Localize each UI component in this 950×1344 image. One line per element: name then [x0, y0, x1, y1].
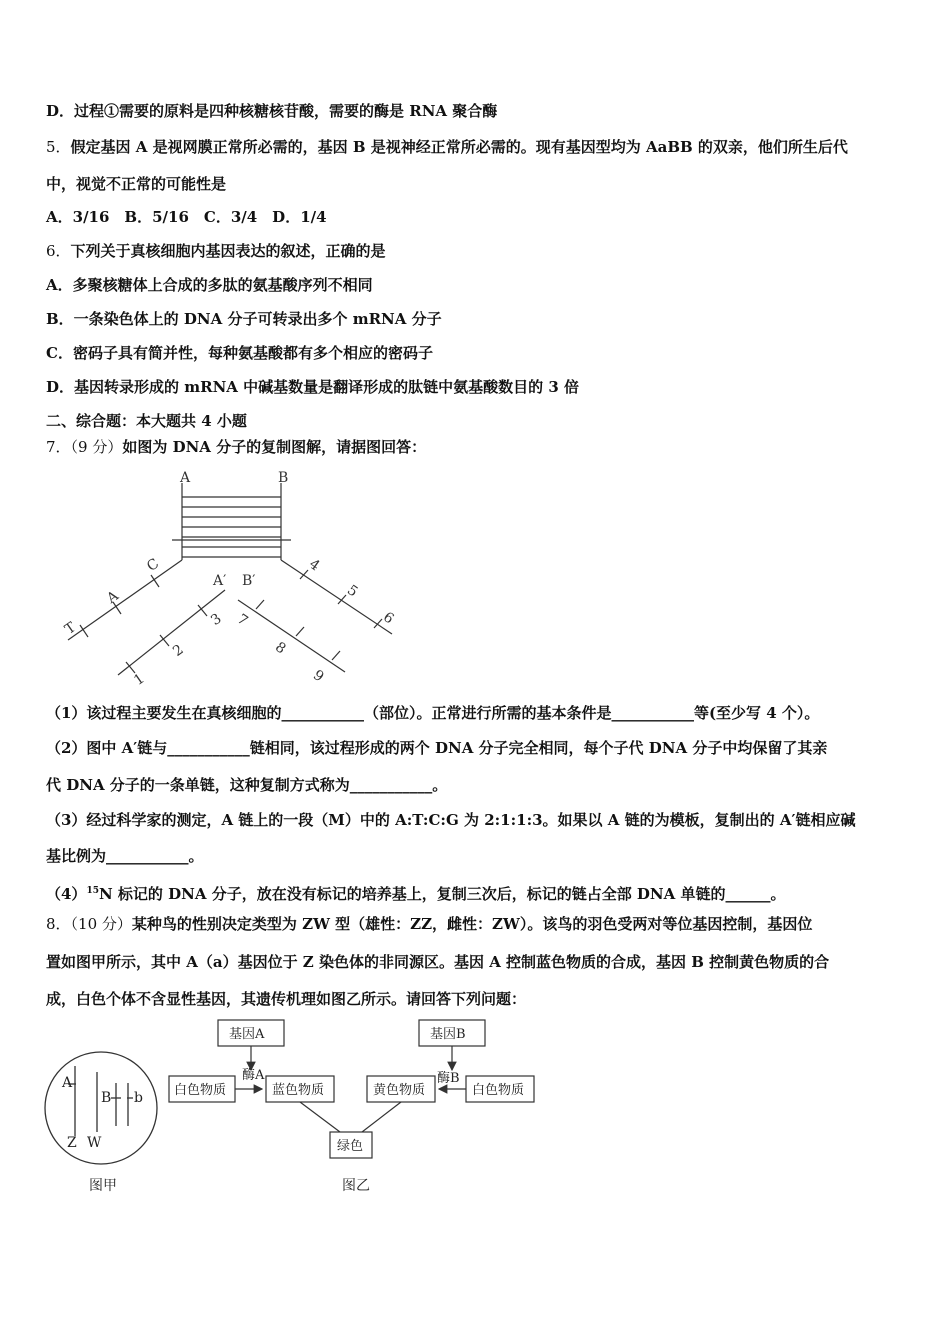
gene-b-box-text: 基因B	[430, 1027, 466, 1042]
label-strand-b: B	[278, 470, 289, 486]
figure-jia-cell	[45, 1052, 157, 1194]
chr-w-label: W	[87, 1135, 102, 1151]
enzyme-a-label: 酶A	[242, 1068, 265, 1083]
tick-label-4: 4	[306, 556, 323, 575]
chr-z-label: Z	[67, 1135, 77, 1151]
label-strand-a-prime: A′	[213, 573, 227, 589]
tick-label-6: 6	[380, 609, 397, 628]
tick-label-3: 3	[208, 610, 225, 629]
gene-b-upper-label: B	[101, 1090, 112, 1106]
q7-part-2-line-1: （2）图中 A′链与___________链相同，该过程形成的两个 DNA 分子完全相同，每个子代 DNA 分子中均保留了其亲	[46, 739, 828, 757]
q7-part-3-line-2: 基比例为___________。	[46, 847, 204, 865]
section-2-heading: 二、综合题：本大题共 4 小题	[46, 412, 247, 430]
tick-label-t: T	[62, 619, 79, 638]
tick-label-2: 2	[170, 641, 187, 660]
q4-option-d: D．过程①需要的原料是四种核糖核苷酸，需要的酶是 RNA 聚合酶	[46, 102, 498, 120]
white-substance-left-text: 白色物质	[174, 1083, 227, 1098]
tick-label-a: A	[104, 587, 122, 607]
q5-number: 5．	[46, 138, 71, 156]
green-text: 绿色	[337, 1139, 364, 1154]
tick-label-1: 1	[131, 670, 148, 689]
figure-jia-caption: 图甲	[89, 1178, 117, 1194]
white-substance-right-text: 白色物质	[472, 1083, 525, 1098]
q7-part-4-text: N 标记的 DNA 分子，放在没有标记的培养基上，复制三次后，标记的链占全部 DNA 单链的______。	[98, 885, 786, 903]
label-strand-b-prime: B′	[242, 573, 256, 589]
gene-b-lower-label: b	[134, 1090, 143, 1106]
tick-label-5: 5	[344, 582, 361, 601]
q8-stem: 某种鸟的性别决定类型为 ZW 型（雄性：ZZ，雌性：ZW）。该鸟的羽色受两对等位基因控制，基因位	[131, 915, 813, 933]
tick-label-9: 9	[310, 667, 327, 686]
q5-line-2: 中，视觉不正常的可能性是	[46, 175, 227, 193]
isotope-superscript: 15	[86, 886, 99, 896]
q7-part-3-line-1: （3）经过科学家的测定，A 链上的一段（M）中的 A:T:C:G 为 2:1:1:3。如果以 A 链的为模板，复制出的 A′链相应碱	[46, 811, 856, 829]
gene-a-box-text: 基因A	[229, 1027, 265, 1042]
q7-number: 7．（9 分）	[46, 438, 123, 456]
yellow-substance-text: 黄色物质	[373, 1083, 426, 1098]
figure-yi-caption: 图乙	[342, 1178, 370, 1194]
tick-label-8: 8	[272, 639, 289, 658]
gene-a-label: A	[62, 1075, 73, 1091]
q6-stem: 下列关于真核细胞内基因表达的叙述，正确的是	[70, 242, 386, 260]
q6-option-b: B．一条染色体上的 DNA 分子可转录出多个 mRNA 分子	[46, 310, 442, 328]
q7-part-1: （1）该过程主要发生在真核细胞的___________（部位）。正常进行所需的基本条件是___________等(至少写 4 个）。	[46, 704, 820, 722]
enzyme-b-label: 酶B	[437, 1071, 460, 1086]
q7-stem: 如图为 DNA 分子的复制图解，请据图回答：	[122, 438, 427, 456]
q6-option-d: D．基因转录形成的 mRNA 中碱基数量是翻译形成的肽链中氨基酸数目的 3 倍	[46, 378, 580, 396]
q8-line-3: 成，白色个体不含显性基因，其遗传机理如图乙所示。请回答下列问题：	[46, 990, 527, 1008]
q7-part-4-prefix: （4）	[46, 885, 87, 903]
q6-number: 6．	[46, 242, 71, 260]
q5-options: A．3/16 B．5/16 C．3/4 D．1/4	[46, 208, 327, 226]
q5-stem: 假定基因 A 是视网膜正常所必需的，基因 B 是视神经正常所必需的。现有基因型均为 AaBB 的双亲，他们所生后代	[70, 138, 848, 156]
q7-part-2-line-2: 代 DNA 分子的一条单链，这种复制方式称为___________。	[46, 776, 448, 794]
q6-option-c: C．密码子具有简并性，每种氨基酸都有多个相应的密码子	[46, 344, 433, 362]
tick-label-c: C	[144, 555, 163, 575]
q8-line-2: 置如图甲所示，其中 A（a）基因位于 Z 染色体的非同源区。基因 A 控制蓝色物质的合成，基因 B 控制黄色物质的合	[46, 953, 830, 971]
q6-option-a: A．多聚核糖体上合成的多肽的氨基酸序列不相同	[46, 276, 373, 294]
q8-number: 8．（10 分）	[46, 915, 132, 933]
tick-label-7: 7	[234, 611, 251, 630]
blue-substance-text: 蓝色物质	[272, 1083, 325, 1098]
label-strand-a: A	[180, 470, 191, 486]
